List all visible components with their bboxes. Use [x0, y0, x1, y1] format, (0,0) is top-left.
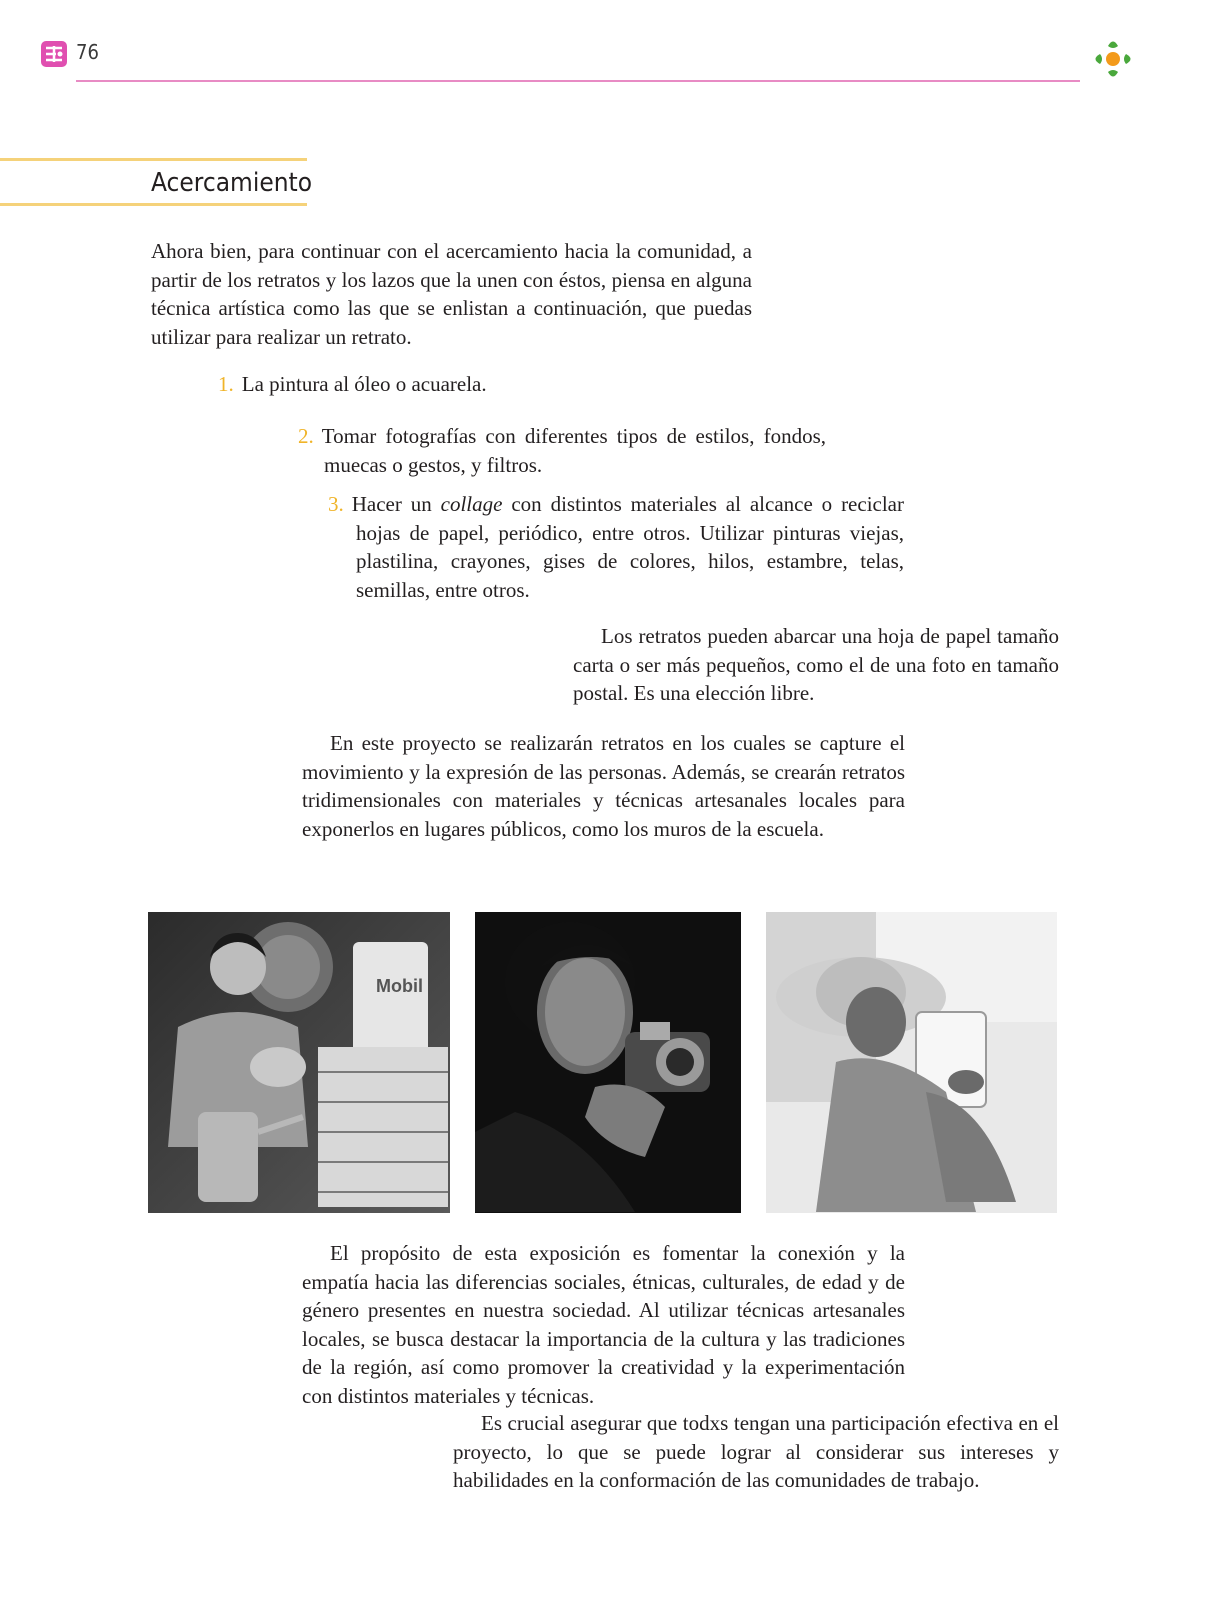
list-item [298, 422, 826, 479]
photo-boy-with-cans [148, 912, 450, 1213]
list-item [328, 490, 904, 604]
closing-paragraph: Es crucial asegurar que todxs tengan una participación efectiva en el proyecto, lo que se puede lograr al considerar sus intereses y habilidades en la conformación de las comunidades de trabajo. [453, 1411, 1059, 1492]
intro-paragraph: Ahora bien, para continuar con el acercamiento hacia la comunidad, a partir de los retratos y los lazos que la unen con éstos, piensa en alguna técnica artística como las que se enlistan a continuación, que puedas utilizar para realizar un retrato. [151, 239, 752, 349]
purpose-paragraph: El propósito de esta exposición es fomentar la conexión y la empatía hacia las diferencias sociales, étnicas, culturales, de edad y de género presentes en nuestra sociedad. Al utilizar técnicas artesanales locales, se busca destacar la importancia de la cultura y las tradiciones de la región, así como promover la creatividad y la experimentación con distintos materiales y técnicas. [302, 1241, 905, 1408]
list-item [218, 370, 778, 399]
note-paragraph: Los retratos pueden abarcar una hoja de papel tamaño carta o ser más pequeños, como el de una foto en tamaño postal. Es una elección libre. [573, 624, 1059, 705]
list-text-pre: Hacer un [351, 492, 441, 516]
header-rule [76, 80, 1080, 82]
list-number: 2. [298, 424, 314, 448]
pink-glyph-icon [40, 40, 68, 68]
list-text-post: con distintos materiales al alcance o reciclar hojas de papel, periódico, entre otros. Utilizar pinturas viejas, plastilina, crayones, gises de colores, hilos, estambre, telas, semillas, entre otros. [356, 492, 905, 602]
list-text-emphasis: collage [440, 492, 503, 516]
list-number: 1. [218, 372, 234, 396]
page-number: 76 [76, 40, 99, 64]
flower-logo-icon [1088, 34, 1138, 86]
section-rule-bottom [0, 203, 307, 206]
list-number: 3. [328, 492, 344, 516]
can-label: Mobil [376, 976, 423, 996]
section-title: Acercamiento [151, 168, 313, 198]
project-paragraph: En este proyecto se realizarán retratos en los cuales se capture el movimiento y la expresión de las personas. Además, se crearán retratos tridimensionales con materiales y técnicas artesanales locales para exponerlos en lugares públicos, como los muros de la escuela. [302, 731, 905, 841]
section-rule-top [0, 158, 307, 161]
list-text: Tomar fotografías con diferentes tipos de estilos, fondos, muecas o gestos, y filtros. [321, 424, 826, 477]
photo-man-reading [766, 912, 1057, 1213]
photo-man-with-camera [475, 912, 741, 1213]
list-text: La pintura al óleo o acuarela. [241, 372, 487, 396]
